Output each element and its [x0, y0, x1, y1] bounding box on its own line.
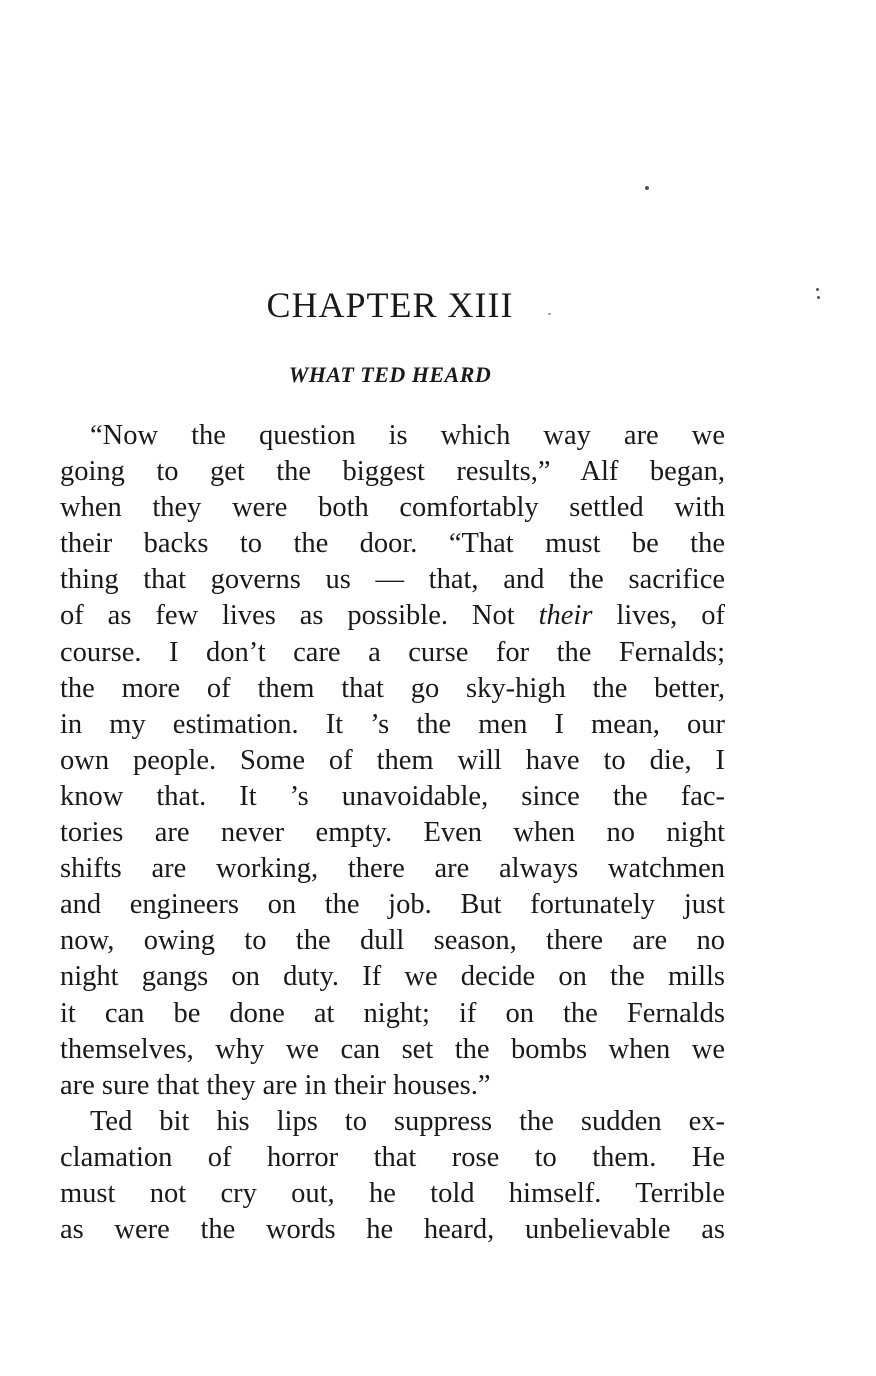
- paragraph-line: themselves, why we can set the bombs when we: [60, 1033, 725, 1065]
- paragraph-line: when they were both comfortably settled with: [60, 492, 725, 524]
- paragraph-line: are sure that they are in their houses.”: [60, 1069, 491, 1101]
- italic-word: their: [538, 600, 593, 632]
- paragraph-line: tories are never empty. Even when no night: [60, 817, 725, 849]
- paragraph-line-with-italic: [60, 598, 725, 634]
- scan-speck: [645, 186, 649, 190]
- paragraph-line: shifts are working, there are always watchmen: [60, 853, 725, 885]
- body-text: [60, 418, 725, 1248]
- paragraph-line: Ted bit his lips to suppress the sudden ex-: [90, 1105, 725, 1137]
- paragraph-line: know that. It ’s unavoidable, since the fac-: [60, 780, 725, 812]
- paragraph-line: their backs to the door. “That must be the: [60, 528, 725, 560]
- chapter-subtitle: WHAT TED HEARD: [288, 362, 492, 387]
- paragraph-line: as were the words he heard, unbelievable as: [60, 1214, 725, 1246]
- paragraph-line: the more of them that go sky-high the better,: [60, 672, 725, 704]
- scan-speck: [817, 296, 820, 299]
- paragraph-line: “Now the question is which way are we: [90, 420, 725, 451]
- paragraph-line: now, owing to the dull season, there are no: [60, 925, 725, 957]
- paragraph-line: course. I don’t care a curse for the Fernalds;: [60, 636, 725, 668]
- scan-speck: [548, 313, 551, 315]
- paragraph-line: thing that governs us — that, and the sacrifice: [60, 564, 725, 596]
- paragraph-line: and engineers on the job. But fortunately just: [60, 889, 725, 921]
- scan-speck: [816, 288, 819, 291]
- chapter-title: CHAPTER XIII: [266, 285, 514, 325]
- paragraph-line: own people. Some of them will have to die, I: [60, 744, 725, 776]
- paragraph-line: must not cry out, he told himself. Terrible: [60, 1177, 725, 1209]
- paragraph-line: in my estimation. It ’s the men I mean, our: [60, 708, 725, 740]
- paragraph-line: clamation of horror that rose to them. He: [60, 1141, 725, 1173]
- text-segment: lives, of: [592, 600, 725, 632]
- paragraph-line: it can be done at night; if on the Fernalds: [60, 997, 725, 1029]
- text-segment: of as few lives as possible. Not: [60, 600, 539, 632]
- paragraph-line: night gangs on duty. If we decide on the mills: [60, 961, 725, 993]
- paragraph-line: going to get the biggest results,” Alf began,: [60, 456, 725, 488]
